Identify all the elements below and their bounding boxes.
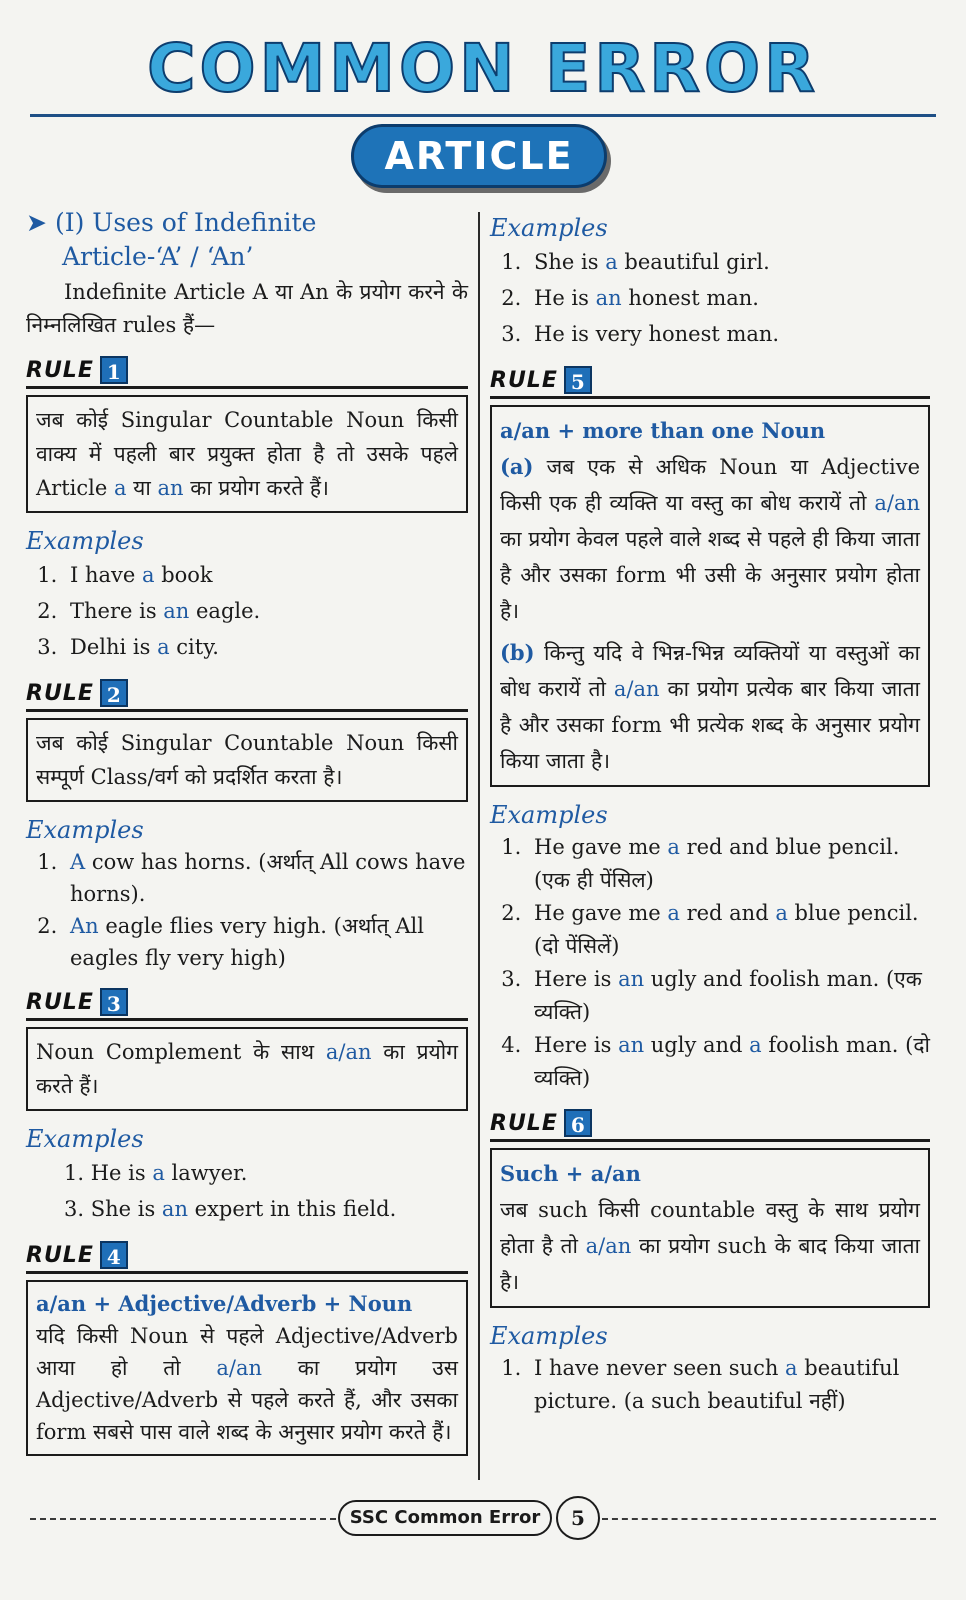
rule-part-b: (b) किन्तु यदि वे भिन्न-भिन्न व्यक्तियों या वस्तुओं का बोध करायें तो a/an का प्रयोग प्रत्येक बार किया जाता है और उसका form भी प्रत्येक शब्द के अनुसार प्रयोग किया जाता है। bbox=[500, 640, 920, 773]
list-item: 1. He gave me a red and blue pencil. (एक ही पेंसिल) bbox=[528, 831, 930, 897]
footer-rule-right bbox=[602, 1518, 936, 1520]
rule-box: जब कोई Singular Countable Noun किसी वाक्य में पहली बार प्रयुक्त होता है तो उसके पहले Article a या an का प्रयोग करते हैं। bbox=[26, 395, 468, 513]
rule-1 bbox=[26, 356, 468, 665]
examples-list bbox=[490, 244, 930, 352]
list-item: 3. Here is an ugly and foolish man. (एक व्यक्ति) bbox=[528, 963, 930, 1029]
list-item: 3. Delhi is a city. bbox=[64, 629, 468, 665]
rule-part-a: (a) जब एक से अधिक Noun या Adjective किसी एक ही व्यक्ति या वस्तु का बोध करायें तो a/an का प्रयोग केवल पहले वाले शब्द से पहले ही किया जाता है और उसका form भी उसी के अनुसार प्रयोग होता है। bbox=[500, 454, 920, 623]
rule-3 bbox=[26, 988, 468, 1227]
section-badge: ARTICLE bbox=[351, 124, 607, 188]
examples-heading: Examples bbox=[26, 1125, 144, 1153]
examples-list bbox=[26, 557, 468, 665]
list-item: 1. He is a lawyer. bbox=[64, 1161, 248, 1185]
examples-heading: Examples bbox=[490, 1322, 608, 1350]
rule-5 bbox=[490, 366, 930, 1095]
examples-list bbox=[490, 1352, 930, 1418]
rule-number-badge: 5 bbox=[564, 366, 592, 394]
rule-number-badge: 4 bbox=[100, 1241, 128, 1269]
list-item: 2. There is an eagle. bbox=[64, 593, 468, 629]
section-heading: ➤ (I) Uses of Indefinite Article-‘A’ / ‘An’ bbox=[26, 208, 317, 271]
rule-label: RULE bbox=[26, 989, 94, 1015]
rule-label: RULE bbox=[26, 680, 94, 706]
right-column bbox=[490, 206, 930, 1418]
examples-heading: Examples bbox=[490, 214, 608, 242]
title-divider bbox=[30, 114, 936, 117]
examples-heading: Examples bbox=[490, 801, 608, 829]
footer-rule-left bbox=[30, 1518, 336, 1520]
rule-box: a/an + Adjective/Adverb + Noun यदि किसी Noun से पहले Adjective/Adverb आया हो तो a/an का प्रयोग उस Adjective/Adverb से पहले करते हैं, और उसका form सबसे पास वाले शब्द के अनुसार प्रयोग करते हैं। bbox=[26, 1280, 468, 1456]
rule-subtitle: a/an + Adjective/Adverb + Noun bbox=[36, 1291, 413, 1316]
arrow-icon: ➤ bbox=[26, 208, 47, 237]
rule-number-badge: 2 bbox=[100, 679, 128, 707]
examples-list bbox=[490, 831, 930, 1095]
rule-2 bbox=[26, 679, 468, 974]
examples-list bbox=[26, 1155, 468, 1227]
list-item: 4. Here is an ugly and a foolish man. (दो व्यक्ति) bbox=[528, 1029, 930, 1095]
page-title: COMMON ERROR bbox=[147, 30, 819, 107]
section-intro: Indefinite Article A या An के प्रयोग करने के निम्नलिखित rules हैं— bbox=[26, 280, 468, 337]
rule-box: जब कोई Singular Countable Noun किसी सम्पूर्ण Class/वर्ग को प्रदर्शित करता है। bbox=[26, 718, 468, 802]
rule-subtitle: Such + a/an bbox=[500, 1161, 641, 1186]
column-divider bbox=[478, 212, 480, 1480]
list-item: 3. He is very honest man. bbox=[528, 316, 930, 352]
rule-number-badge: 1 bbox=[100, 356, 128, 384]
examples-heading: Examples bbox=[26, 816, 144, 844]
rule-number-badge: 3 bbox=[100, 988, 128, 1016]
list-item: 2. An eagle flies very high. (अर्थात् All eagles fly very high) bbox=[64, 910, 468, 974]
list-item: 3. She is an expert in this field. bbox=[64, 1197, 397, 1221]
footer-title: SSC Common Error bbox=[338, 1500, 552, 1536]
rule-box bbox=[490, 405, 930, 787]
rule-label: RULE bbox=[490, 1110, 558, 1136]
rule-label: RULE bbox=[490, 367, 558, 393]
left-column bbox=[26, 206, 468, 1456]
rule-label: RULE bbox=[26, 1242, 94, 1268]
page-number: 5 bbox=[556, 1496, 600, 1540]
list-item: 1. She is a beautiful girl. bbox=[528, 244, 930, 280]
rule-subtitle: a/an + more than one Noun bbox=[500, 418, 826, 443]
rule-4 bbox=[26, 1241, 468, 1456]
rule-label: RULE bbox=[26, 357, 94, 383]
rule-box: Such + a/an जब such किसी countable वस्तु के साथ प्रयोग होता है तो a/an का प्रयोग such के बाद किया जाता है। bbox=[490, 1148, 930, 1308]
list-item: 1. A cow has horns. (अर्थात् All cows have horns). bbox=[64, 846, 468, 910]
list-item: 2. He is an honest man. bbox=[528, 280, 930, 316]
examples-list bbox=[26, 846, 468, 974]
examples-heading: Examples bbox=[26, 527, 144, 555]
rule-number-badge: 6 bbox=[564, 1109, 592, 1137]
rule-box: Noun Complement के साथ a/an का प्रयोग करते हैं। bbox=[26, 1027, 468, 1111]
list-item: 1. I have never seen such a beautiful picture. (a such beautiful नहीं) bbox=[528, 1352, 930, 1418]
rule-6 bbox=[490, 1109, 930, 1418]
list-item: 2. He gave me a red and a blue pencil. (दो पेंसिलें) bbox=[528, 897, 930, 963]
list-item: 1. I have a book bbox=[64, 557, 468, 593]
